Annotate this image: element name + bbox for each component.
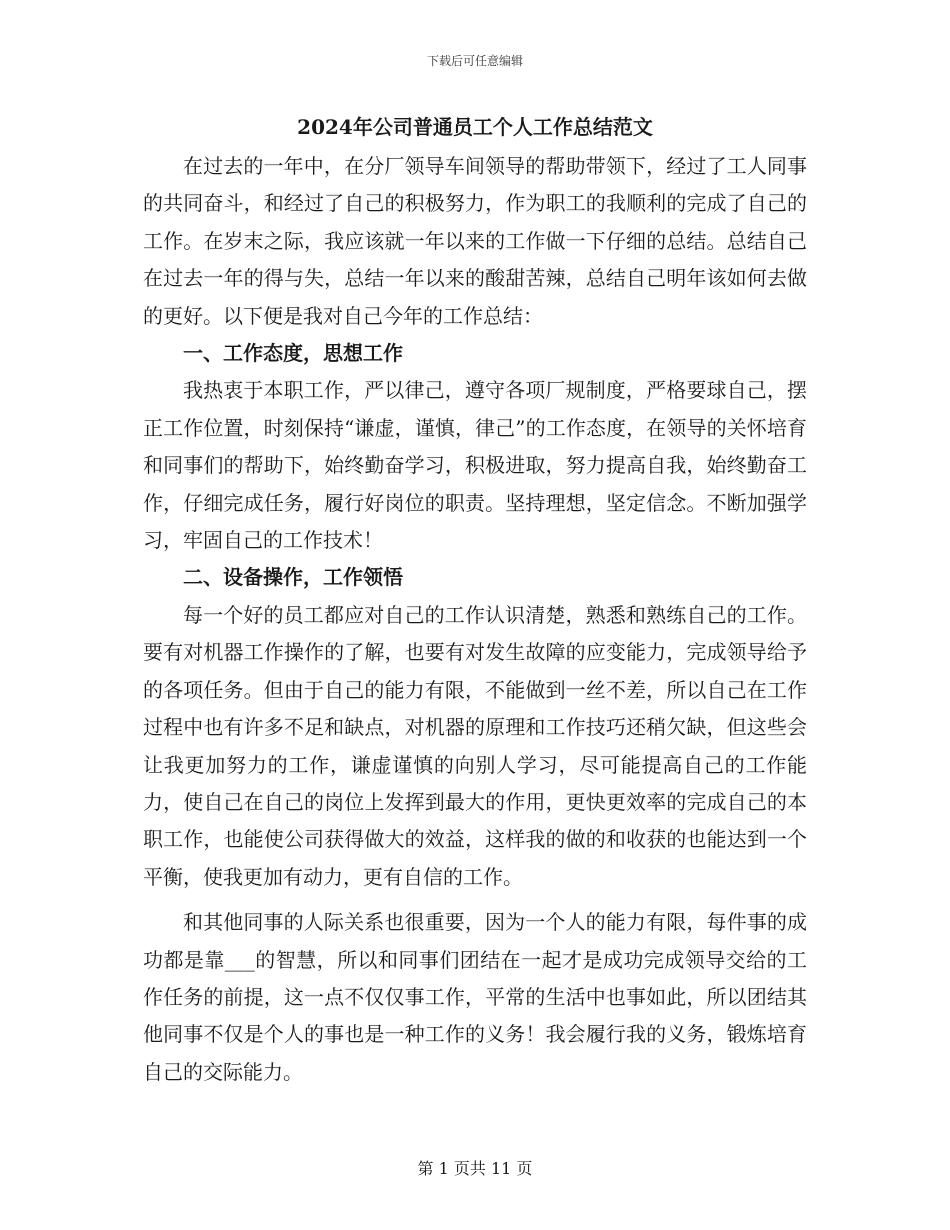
document-body	[143, 108, 807, 1091]
section-heading-2: 二、设备操作，工作领悟	[183, 565, 403, 590]
section-2-paragraph-2: 和其他同事的人际关系也很重要，因为一个人的能力有限，每件事的成功都是靠___的智慧，所以和同事们团结在一起才是成功完成领导交给的工作任务的前提，这一点不仅仅事工作，平常的生活中也事如此，所以团结其他同事不仅是个人的事也是一种工作的义务！我会履行我的义务，锻炼培育自己的交际能力。	[143, 910, 807, 1084]
document-title: 2024年公司普通员工个人工作总结范文	[297, 115, 653, 139]
page-number-footer: 第 1 页共 11 页	[417, 1159, 533, 1178]
paragraph-gap	[143, 896, 807, 904]
section-heading-1: 一、工作态度，思想工作	[183, 341, 403, 366]
intro-paragraph: 在过去的一年中，在分厂领导车间领导的帮助带领下，经过了工人同事的共同奋斗，和经过了自己的积极努力，作为职工的我顺利的完成了自己的工作。在岁末之际，我应该就一年以来的工作做一下仔细的总结。总结自己在过去一年的得与失，总结一年以来的酸甜苦辣，总结自己明年该如何去做的更好。以下便是我对自己今年的工作总结：	[143, 154, 807, 328]
section-2-paragraph-1: 每一个好的员工都应对自己的工作认识清楚，熟悉和熟练自己的工作。要有对机器工作操作的了解，也要有对发生故障的应变能力，完成领导给予的各项任务。但由于自己的能力有限，不能做到一丝不差，所以自己在工作过程中也有许多不足和缺点，对机器的原理和工作技巧还稍欠缺，但这些会让我更加努力的工作，谦虚谨慎的向别人学习，尽可能提高自己的工作能力，使自己在自己的岗位上发挥到最大的作用，更快更效率的完成自己的本职工作，也能使公司获得做大的效益，这样我的做的和收获的也能达到一个平衡，使我更加有动力，更有自信的工作。	[143, 602, 807, 889]
header-note: 下载后可任意编辑	[426, 54, 523, 68]
section-1-paragraph: 我热衷于本职工作，严以律己，遵守各项厂规制度，严格要球自己，摆正工作位置，时刻保持“谦虚，谨慎，律己”的工作态度，在领导的关怀培育和同事们的帮助下，始终勤奋学习，积极进取，努力提高自我，始终勤奋工作，仔细完成任务，履行好岗位的职责。坚持理想，坚定信念。不断加强学习，牢固自己的工作技术！	[143, 378, 807, 553]
